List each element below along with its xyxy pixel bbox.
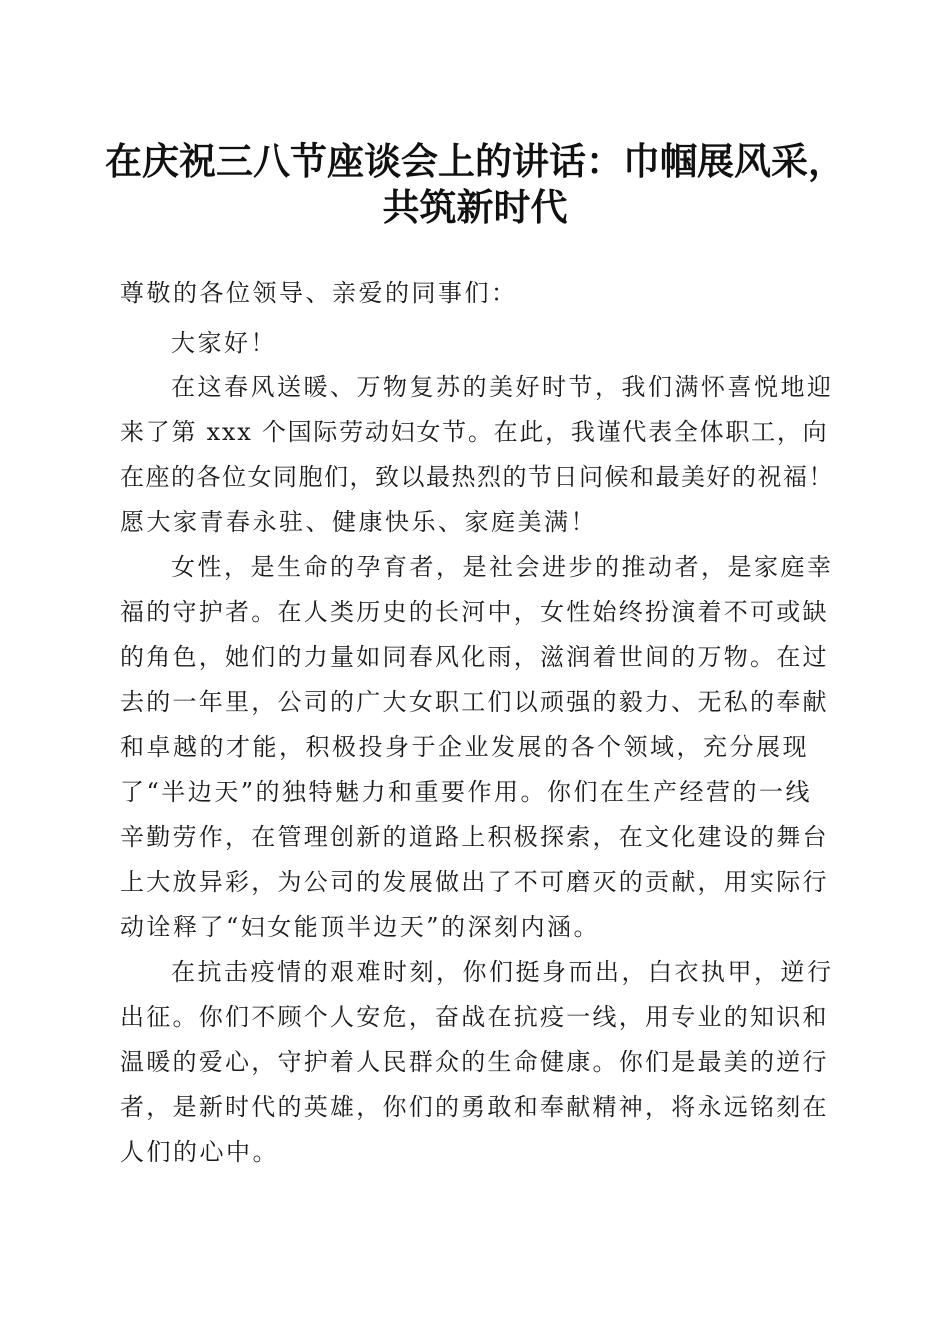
body-line: 福的守护者。在人类历史的长河中，女性始终扮演着不可或缺 xyxy=(120,598,829,626)
document-title-line-2: 共筑新时代 xyxy=(382,185,568,229)
body-line: 动诠释了“妇女能顶半边天”的深刻内涵。 xyxy=(120,913,601,941)
body-line: 者，是新时代的英雄，你们的勇敢和奉献精神，将永远铭刻在 xyxy=(120,1093,829,1121)
body-line: 来了第 xxx 个国际劳动妇女节。在此，我谨代表全体职工，向 xyxy=(120,418,829,446)
body-line: 出征。你们不顾个人安危，奋战在抗疫一线，用专业的知识和 xyxy=(120,1003,829,1031)
document-title-line-1: 在庆祝三八节座谈会上的讲话：巾帼展风采， xyxy=(105,139,845,183)
body-line: 了“半边天”的独特魅力和重要作用。你们在生产经营的一线 xyxy=(120,778,813,806)
body-line: 在抗击疫情的艰难时刻，你们挺身而出，白衣执甲，逆行 xyxy=(171,958,834,986)
body-line: 和卓越的才能，积极投身于企业发展的各个领域，充分展现 xyxy=(120,733,809,761)
body-line: 去的一年里，公司的广大女职工们以顽强的毅力、无私的奉献 xyxy=(120,688,829,716)
body-line: 人们的心中。 xyxy=(120,1138,279,1166)
body-line: 女性，是生命的孕育者，是社会进步的推动者，是家庭幸 xyxy=(171,553,834,581)
body-line: 在座的各位女同胞们，致以最热烈的节日问候和最美好的祝福！ xyxy=(120,463,834,491)
body-line: 愿大家青春永驻、健康快乐、家庭美满！ xyxy=(120,508,597,536)
body-line: 在这春风送暖、万物复苏的美好时节，我们满怀喜悦地迎 xyxy=(171,373,834,401)
body-line: 温暖的爱心，守护着人民群众的生命健康。你们是最美的逆行 xyxy=(120,1048,829,1076)
salutation: 尊敬的各位领导、亲爱的同事们： xyxy=(120,279,518,307)
body-line: 上大放异彩，为公司的发展做出了不可磨灭的贡献，用实际行 xyxy=(120,868,829,896)
body-line: 辛勤劳作，在管理创新的道路上积极探索，在文化建设的舞台 xyxy=(120,823,829,851)
greeting: 大家好！ xyxy=(171,329,277,357)
body-line: 的角色，她们的力量如同春风化雨，滋润着世间的万物。在过 xyxy=(120,643,829,671)
